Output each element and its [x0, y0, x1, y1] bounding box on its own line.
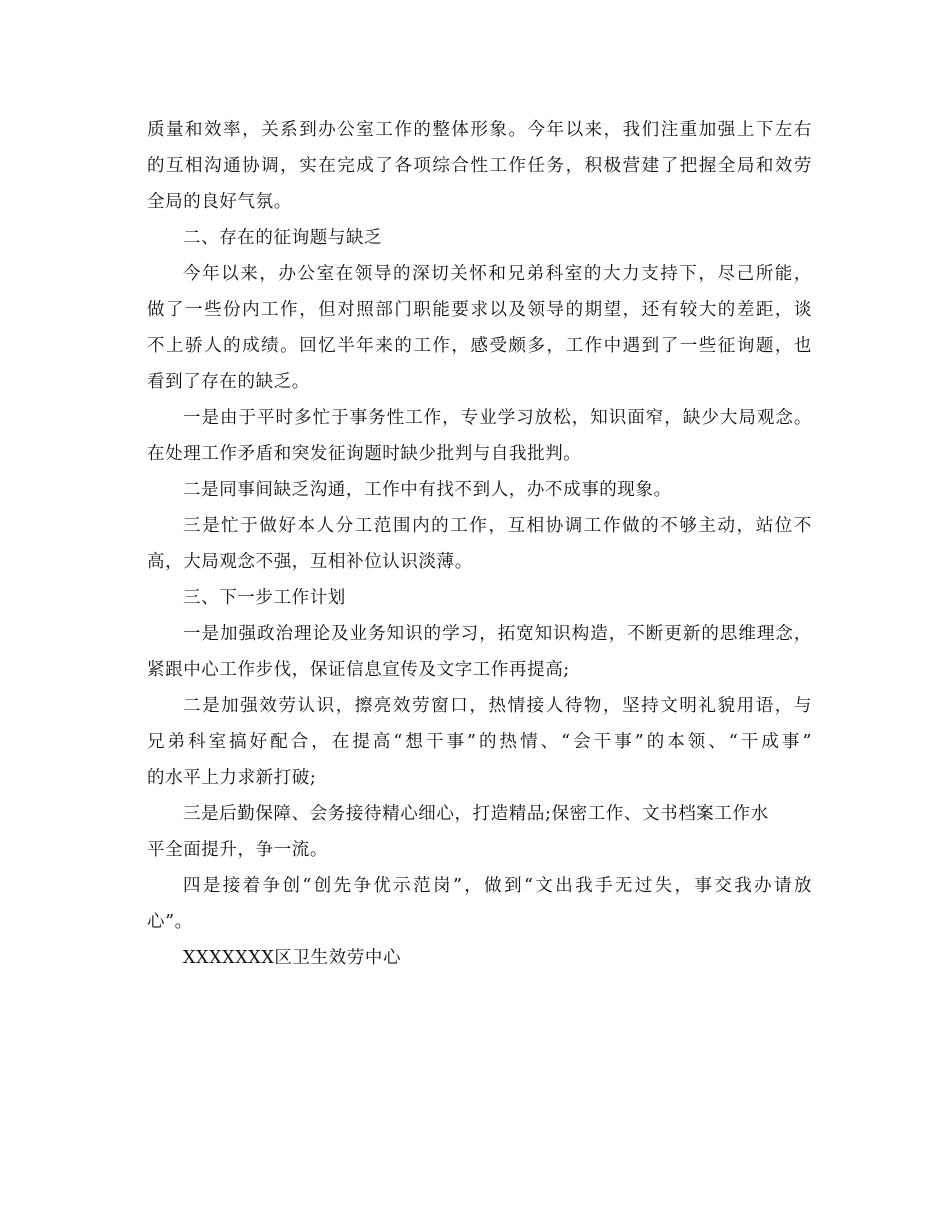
text-line: 二是同事间缺乏沟通，工作中有找不到人，办不成事的现象。: [183, 480, 672, 500]
text-line: 四是接着争创“创先争优示范岗”，做到“文出我手无过失，事交我办请放: [183, 876, 812, 896]
text-line: 心”。: [147, 912, 193, 932]
text-line: 紧跟中心工作步伐，保证信息宣传及文字工作再提高;: [147, 660, 570, 680]
text-line: 一是由于平时多忙于事务性工作，专业学习放松，知识面窄，缺少大局观念。: [183, 408, 812, 428]
text-line: 三、下一步工作计划: [183, 588, 346, 608]
text-line: 的互相沟通协调，实在完成了各项综合性工作任务，积极营建了把握全局和效劳: [147, 156, 812, 176]
text-line: 在处理工作矛盾和突发征询题时缺少批判与自我批判。: [147, 444, 582, 464]
text-line: 做了一些份内工作，但对照部门职能要求以及领导的期望，还有较大的差距，谈: [147, 300, 812, 320]
text-line: 三是后勤保障、会务接待精心细心，打造精品;保密工作、文书档案工作水: [183, 804, 769, 824]
text-line: XXXXXXX区卫生效劳中心: [183, 948, 402, 968]
text-line: 不上骄人的成绩。回忆半年来的工作，感受颇多，工作中遇到了一些征询题，也: [147, 336, 812, 356]
text-line: 平全面提升，争一流。: [147, 840, 328, 860]
text-line: 三是忙于做好本人分工范围内的工作，互相协调工作做的不够主动，站位不: [183, 516, 812, 536]
text-line: 二、存在的征询题与缺乏: [183, 228, 383, 248]
text-line: 的水平上力求新打破;: [147, 768, 317, 788]
text-line: 今年以来，办公室在领导的深切关怀和兄弟科室的大力支持下，尽己所能，: [183, 264, 812, 284]
text-line: 二是加强效劳认识，擦亮效劳窗口，热情接人待物，坚持文明礼貌用语，与: [183, 696, 812, 716]
text-line: 兄弟科室搞好配合，在提高“想干事”的热情、“会干事”的本领、“干成事”: [147, 732, 812, 752]
text-line: 质量和效率，关系到办公室工作的整体形象。今年以来，我们注重加强上下左右: [147, 120, 812, 140]
text-line: 看到了存在的缺乏。: [147, 372, 310, 392]
document-body: [147, 112, 812, 976]
text-line: 一是加强政治理论及业务知识的学习，拓宽知识构造，不断更新的思维理念，: [183, 624, 812, 644]
text-line: 高，大局观念不强，互相补位认识淡薄。: [147, 552, 473, 572]
text-line: 全局的良好气氛。: [147, 192, 292, 212]
